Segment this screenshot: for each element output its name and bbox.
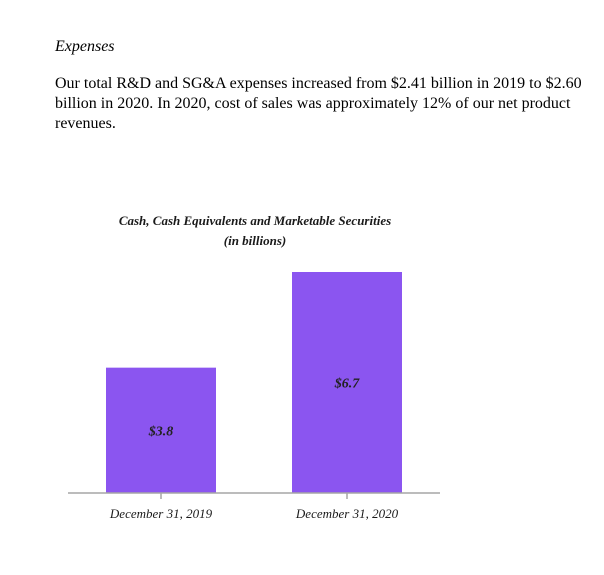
x-tick-label: December 31, 2020: [295, 506, 399, 521]
chart-title: Cash, Cash Equivalents and Marketable Securities: [118, 213, 392, 228]
x-tick-label: December 31, 2019: [109, 506, 213, 521]
body-paragraph: Our total R&D and SG&A expenses increased from $2.41 billion in 2019 to $2.60 billion in 2020. In 2020, cost of sales was approximately 12% of our net product revenues.: [55, 75, 582, 132]
bar-value-label: $6.7: [334, 376, 360, 392]
bars-group: [106, 272, 402, 493]
bar-value-label: $3.8: [148, 424, 174, 440]
chart-subtitle: (in billions): [223, 233, 287, 248]
section-heading: Expenses: [55, 38, 115, 55]
ticks-group: [109, 493, 399, 521]
